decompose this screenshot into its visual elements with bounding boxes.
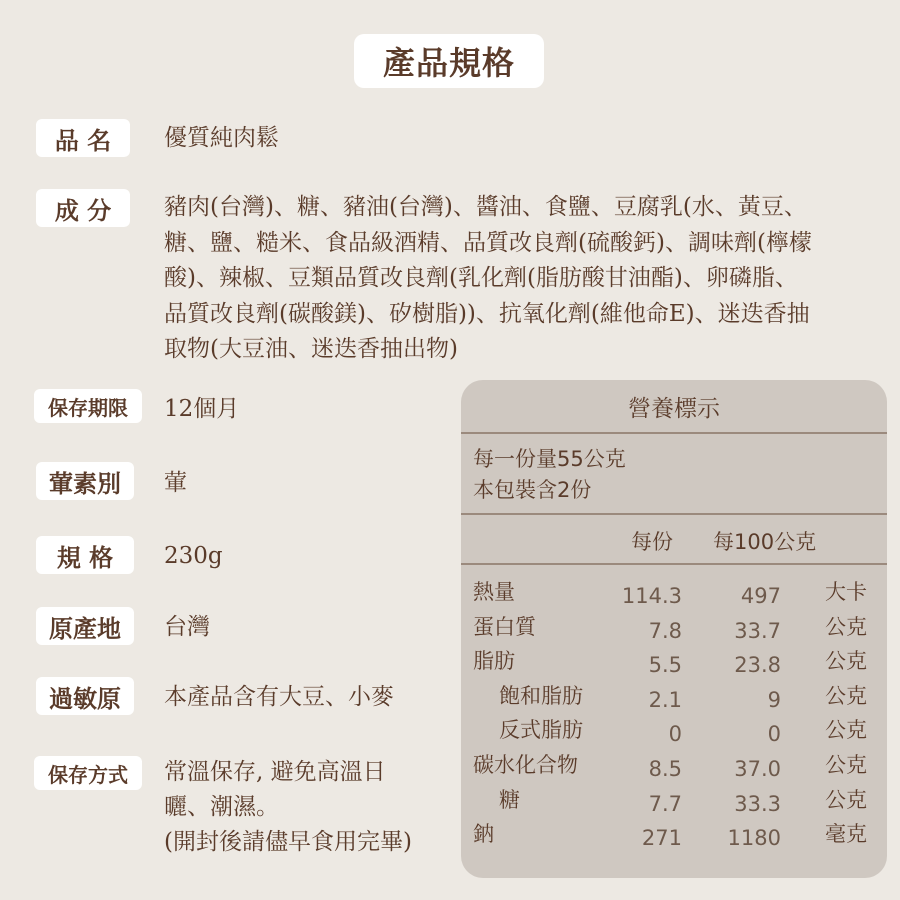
nutrient-per-serving: 2.1 <box>648 687 682 712</box>
nutrition-row-carbohydrate <box>461 750 887 785</box>
nutrient-name: 糖 <box>499 787 520 812</box>
spec-value-storage <box>164 755 412 860</box>
spec-label-origin: 原產地 <box>36 607 134 645</box>
spec-value-allergen: 本產品含有大豆、小麥 <box>164 684 394 710</box>
nutrient-unit: 公克 <box>825 683 867 708</box>
nutrition-row-protein <box>461 612 887 647</box>
nutrition-rows <box>461 565 887 854</box>
nutrient-name: 反式脂肪 <box>499 718 583 743</box>
spec-label-name: 品 名 <box>36 119 130 157</box>
page-title: 產品規格 <box>354 34 544 88</box>
nutrient-per-100g: 37.0 <box>734 756 781 781</box>
nutrient-name: 鈉 <box>473 822 494 847</box>
nutrient-per-serving: 7.7 <box>648 791 682 816</box>
nutrient-per-serving: 7.8 <box>648 618 682 643</box>
nutrient-per-100g: 33.3 <box>734 791 781 816</box>
nutrition-title: 營養標示 <box>461 380 887 434</box>
nutrient-unit: 公克 <box>825 649 867 674</box>
spec-value-name: 優質純肉鬆 <box>164 125 279 151</box>
serving-size: 每一份量55公克 <box>473 447 626 471</box>
storage-line-3: (開封後請儘早食用完畢) <box>164 829 412 855</box>
nutrient-per-100g: 9 <box>767 687 781 712</box>
col-per-100g: 每100公克 <box>713 530 817 554</box>
nutrition-row-sugar <box>461 785 887 820</box>
servings-per-pack: 本包裝含2份 <box>473 478 592 502</box>
spec-label-storage: 保存方式 <box>34 756 142 790</box>
nutrition-column-header <box>461 515 887 565</box>
nutrient-per-serving: 0 <box>668 722 682 747</box>
nutrition-serving <box>461 434 887 515</box>
storage-line-1: 常溫保存, 避免高溫日 <box>164 759 386 785</box>
spec-value-origin: 台灣 <box>164 614 210 640</box>
nutrient-name: 熱量 <box>473 580 515 604</box>
nutrient-unit: 公克 <box>825 787 867 812</box>
spec-value-size: 230g <box>164 543 223 569</box>
nutrient-unit: 公克 <box>825 718 867 743</box>
col-per-serving: 每份 <box>631 530 673 554</box>
spec-label-size: 規 格 <box>36 536 134 574</box>
spec-label-ingredients: 成 分 <box>36 189 130 227</box>
nutrient-per-100g: 23.8 <box>734 653 781 678</box>
spec-value-shelf-life: 12個月 <box>164 396 240 422</box>
nutrient-unit: 公克 <box>825 752 867 777</box>
nutrient-per-serving: 8.5 <box>648 756 682 781</box>
nutrient-unit: 毫克 <box>825 822 867 847</box>
nutrition-row-fat <box>461 646 887 681</box>
nutrient-name: 飽和脂肪 <box>499 683 583 708</box>
nutrient-per-serving: 5.5 <box>648 653 682 678</box>
nutrient-unit: 公克 <box>825 614 867 639</box>
nutrition-row-trans-fat <box>461 715 887 750</box>
spec-value-diet: 葷 <box>164 470 187 496</box>
nutrient-name: 碳水化合物 <box>473 752 578 777</box>
nutrient-per-100g: 33.7 <box>734 618 781 643</box>
nutrient-name: 蛋白質 <box>473 614 536 639</box>
spec-label-diet: 葷素別 <box>36 462 134 500</box>
spec-label-allergen: 過敏原 <box>36 677 134 715</box>
nutrient-name: 脂肪 <box>473 649 515 674</box>
nutrient-per-100g: 0 <box>767 722 781 747</box>
nutrition-panel <box>461 380 887 878</box>
nutrient-per-100g: 1180 <box>727 826 781 851</box>
nutrient-unit: 大卡 <box>825 580 867 604</box>
nutrition-row-energy <box>461 577 887 612</box>
spec-value-ingredients: 豬肉(台灣)、糖、豬油(台灣)、醬油、食鹽、豆腐乳(水、黃豆、糖、鹽、糙米、食品級酒精、品質改良劑(硫酸鈣)、調味劑(檸檬酸)、辣椒、豆類品質改良劑(乳化劑(脂肪酸甘油酯)、卵磷脂、品質改良劑(碳酸鎂)、矽樹脂))、抗氧化劑(維他命E)、迷迭香抽取物(大豆油、迷迭香抽出物) <box>164 194 812 362</box>
nutrient-per-serving: 271 <box>641 826 682 851</box>
spec-label-shelf-life: 保存期限 <box>34 389 142 423</box>
nutrient-per-100g: 497 <box>740 584 781 608</box>
storage-line-2: 曬、潮濕。 <box>164 794 279 820</box>
nutrition-row-saturated-fat <box>461 681 887 716</box>
nutrition-row-sodium <box>461 819 887 854</box>
nutrient-per-serving: 114.3 <box>621 584 682 608</box>
